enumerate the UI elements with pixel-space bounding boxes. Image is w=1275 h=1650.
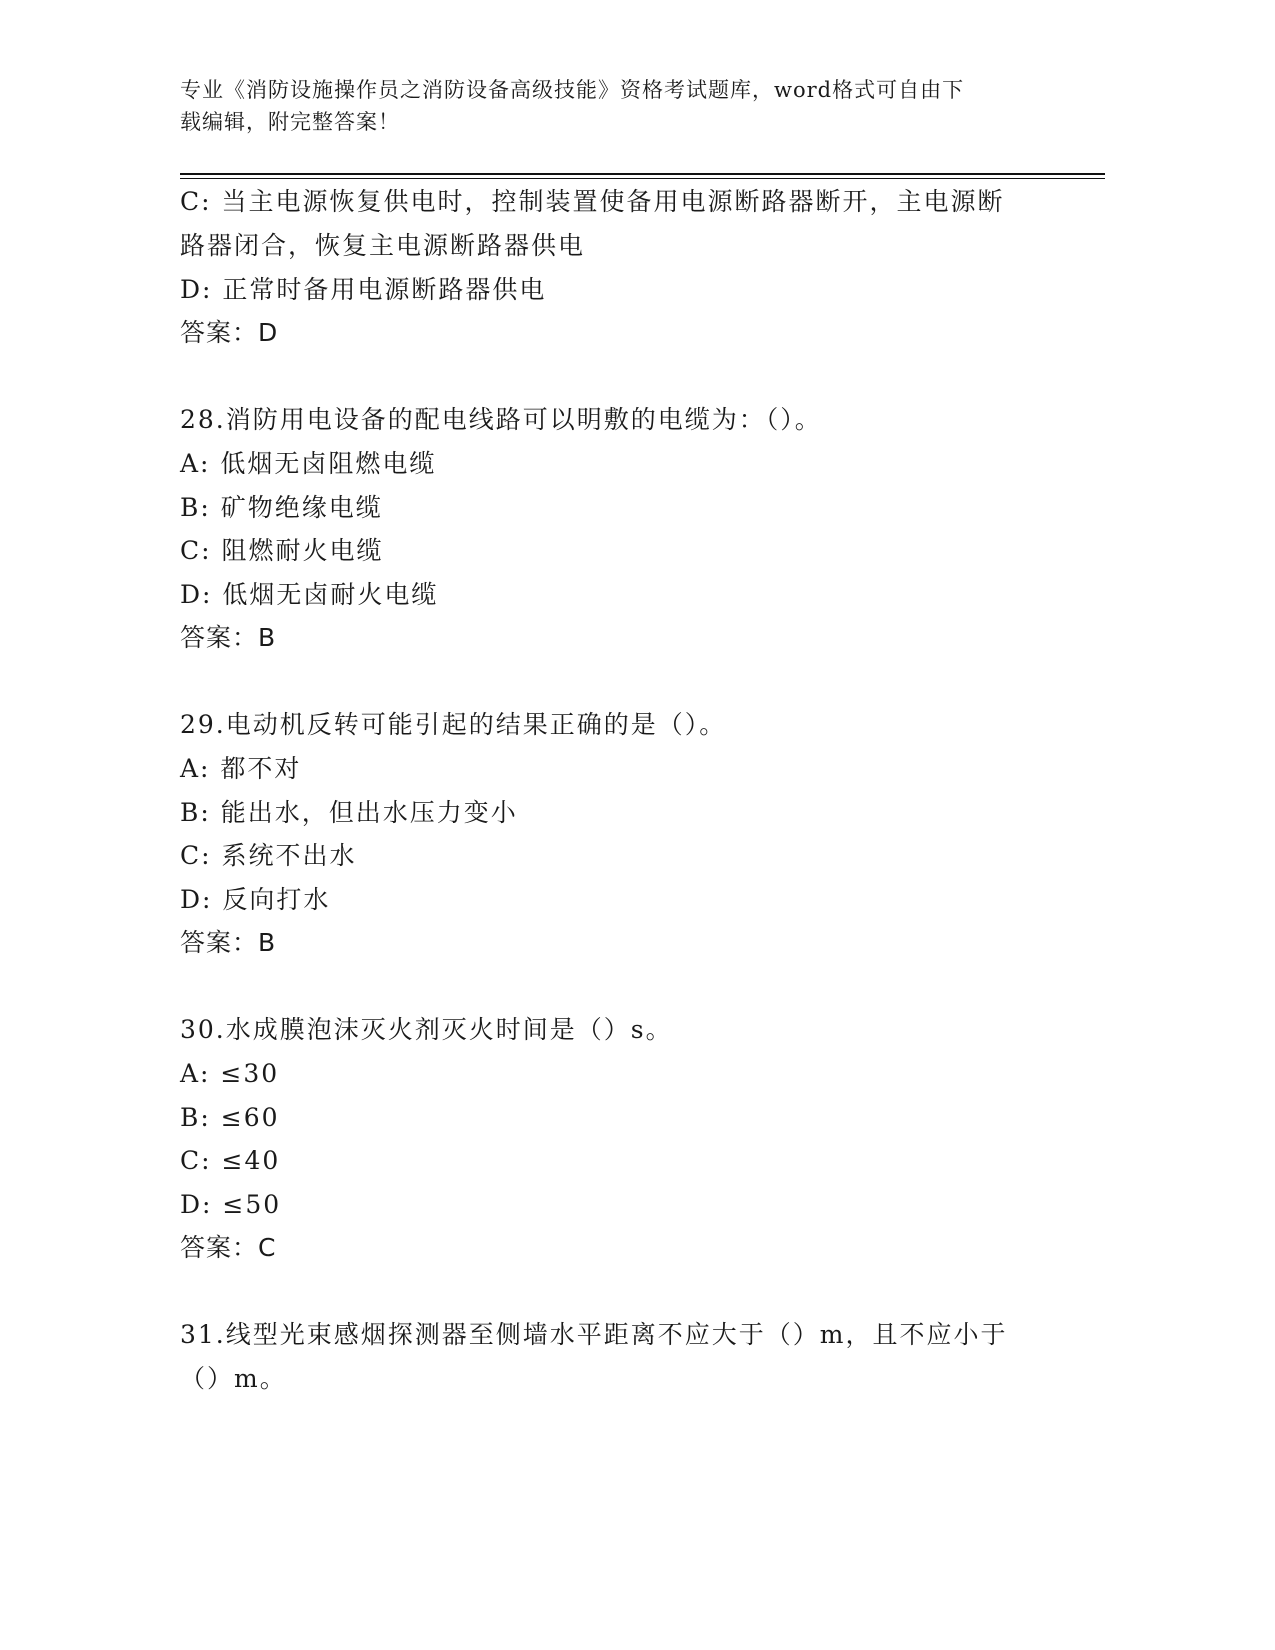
q28-answer: 答案：B — [180, 623, 277, 652]
q28-option-d: D: 低烟无卤耐火电缆 — [180, 580, 439, 609]
q27-answer: 答案：D — [180, 318, 279, 347]
q27-option-c-line-1: C: 当主电源恢复供电时，控制装置使备用电源断路器断开，主电源断 — [180, 187, 1005, 216]
q30-answer: 答案：C — [180, 1233, 277, 1262]
header-rule-thick — [180, 173, 1105, 175]
q29-question: 29.电动机反转可能引起的结果正确的是（）。 — [180, 710, 727, 739]
q29-option-b: B: 能出水，但出水压力变小 — [180, 798, 518, 827]
q30-option-b: B: ≤60 — [180, 1103, 280, 1132]
q30-option-a: A: ≤30 — [180, 1059, 280, 1088]
document-header — [180, 74, 1060, 138]
q31-question-line-1: 31.线型光束感烟探测器至侧墙水平距离不应大于（）m，且不应小于 — [180, 1320, 1008, 1349]
q29-option-a: A: 都不对 — [180, 754, 302, 783]
header-line-2: 载编辑，附完整答案！ — [180, 110, 400, 134]
q29-answer: 答案：B — [180, 928, 277, 957]
q29-option-d: D: 反向打水 — [180, 885, 331, 914]
q28-option-c: C: 阻燃耐火电缆 — [180, 536, 384, 565]
q28-option-b: B: 矿物绝缘电缆 — [180, 493, 383, 522]
q30-question: 30.水成膜泡沫灭火剂灭火时间是（）s。 — [180, 1015, 673, 1044]
q30-option-c: C: ≤40 — [180, 1146, 281, 1175]
q27-option-d: D: 正常时备用电源断路器供电 — [180, 275, 547, 304]
q31-question-line-2: （）m。 — [180, 1364, 287, 1393]
header-rule-thin — [180, 178, 1105, 179]
q28-question: 28.消防用电设备的配电线路可以明敷的电缆为：（）。 — [180, 405, 822, 434]
header-line-1: 专业《消防设施操作员之消防设备高级技能》资格考试题库，word格式可自由下 — [180, 78, 965, 102]
q29-option-c: C: 系统不出水 — [180, 841, 357, 870]
q27-option-c-line-2: 路器闭合，恢复主电源断路器供电 — [180, 231, 586, 260]
q30-option-d: D: ≤50 — [180, 1190, 282, 1219]
q28-option-a: A: 低烟无卤阻燃电缆 — [180, 449, 437, 478]
